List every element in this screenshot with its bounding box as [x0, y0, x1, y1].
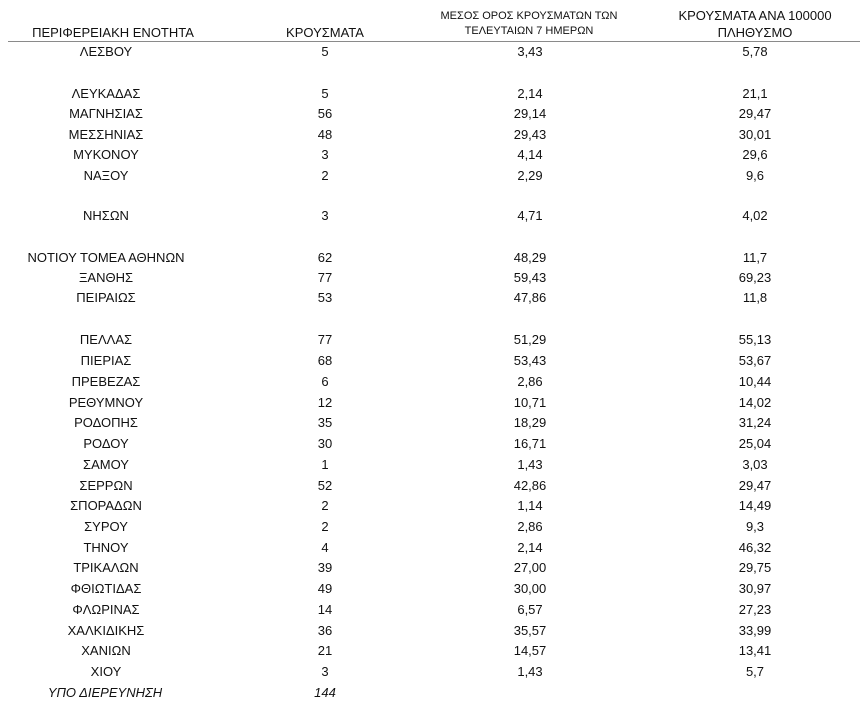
cases-cell: 12	[317, 395, 333, 410]
region-cell: ΝΗΣΩΝ	[83, 208, 129, 223]
pending-label: ΥΠΟ ΔΙΕΡΕΥΝΗΣΗ	[47, 685, 163, 700]
cases-cell: 3	[321, 147, 329, 162]
per100k-cell: 53,67	[738, 353, 772, 368]
pending-row	[0, 683, 868, 703]
cases-cell: 49	[317, 581, 333, 596]
cases-cell: 48	[317, 127, 333, 142]
cases-cell: 62	[317, 250, 333, 265]
avg7-cell: 59,43	[513, 270, 547, 285]
per100k-cell: 14,02	[738, 395, 772, 410]
cases-cell: 4	[321, 540, 329, 555]
per100k-cell: 31,24	[738, 415, 772, 430]
table-row	[0, 413, 868, 433]
table-row	[0, 558, 868, 578]
avg7-cell: 1,43	[517, 457, 543, 472]
avg7-cell: 30,00	[513, 581, 547, 596]
table-row	[0, 600, 868, 620]
per100k-cell: 14,49	[738, 498, 772, 513]
cases-cell: 5	[321, 86, 329, 101]
region-cell: ΞΑΝΘΗΣ	[78, 270, 134, 285]
header-avg7-line1: ΜΕΣΟΣ ΟΡΟΣ ΚΡΟΥΣΜΑΤΩΝ ΤΩΝ	[440, 10, 618, 22]
avg7-cell: 18,29	[513, 415, 547, 430]
region-cell: ΦΛΩΡΙΝΑΣ	[72, 602, 140, 617]
region-cell: ΛΕΣΒΟΥ	[79, 44, 133, 59]
avg7-cell: 48,29	[513, 250, 547, 265]
table-row	[0, 641, 868, 661]
per100k-cell: 3,03	[742, 457, 768, 472]
region-cell: ΜΕΣΣΗΝΙΑΣ	[68, 127, 144, 142]
per100k-cell: 11,8	[742, 290, 768, 305]
per100k-cell: 69,23	[738, 270, 772, 285]
per100k-cell: 27,23	[738, 602, 772, 617]
avg7-cell: 10,71	[513, 395, 547, 410]
region-cell: ΡΟΔΟΥ	[83, 436, 129, 451]
avg7-cell: 47,86	[513, 290, 547, 305]
cases-cell: 30	[317, 436, 333, 451]
per100k-cell: 9,6	[745, 168, 765, 183]
table-row	[0, 393, 868, 413]
table-row	[0, 621, 868, 641]
region-cell: ΣΑΜΟΥ	[83, 457, 129, 472]
region-cell: ΡΕΘΥΜΝΟΥ	[68, 395, 144, 410]
cases-cell: 36	[317, 623, 333, 638]
cases-cell: 21	[317, 643, 333, 658]
avg7-cell: 4,71	[517, 208, 543, 223]
table-row	[0, 434, 868, 454]
per100k-cell: 30,01	[738, 127, 772, 142]
avg7-cell: 2,86	[517, 374, 543, 389]
per100k-cell: 29,47	[738, 478, 772, 493]
region-cell: ΜΥΚΟΝΟΥ	[73, 147, 139, 162]
table-row	[0, 662, 868, 682]
table-row	[0, 476, 868, 496]
table-row	[0, 455, 868, 475]
per100k-cell: 10,44	[738, 374, 772, 389]
table-row	[0, 206, 868, 226]
avg7-cell: 29,14	[513, 106, 547, 121]
avg7-cell: 29,43	[513, 127, 547, 142]
region-cell: ΝΑΞΟΥ	[83, 168, 129, 183]
avg7-cell: 6,57	[517, 602, 543, 617]
avg7-cell: 16,71	[513, 436, 547, 451]
header-per100k-line1: ΚΡΟΥΣΜΑΤΑ ΑΝΑ 100000	[678, 8, 832, 23]
avg7-cell: 2,14	[517, 540, 543, 555]
table-row	[0, 145, 868, 165]
table-row	[0, 330, 868, 350]
region-cell: ΝΟΤΙΟΥ ΤΟΜΕΑ ΑΘΗΝΩΝ	[27, 250, 185, 265]
avg7-cell: 2,29	[517, 168, 543, 183]
per100k-cell: 11,7	[742, 250, 768, 265]
per100k-cell: 33,99	[738, 623, 772, 638]
avg7-cell: 1,14	[517, 498, 543, 513]
header-per100k-line2: ΠΛΗΘΥΣΜΟ	[717, 25, 793, 40]
avg7-cell: 42,86	[513, 478, 547, 493]
per100k-cell: 21,1	[742, 86, 768, 101]
header-cases: ΚΡΟΥΣΜΑΤΑ	[286, 25, 364, 40]
per100k-cell: 13,41	[738, 643, 772, 658]
table-row	[0, 538, 868, 558]
cases-cell: 68	[317, 353, 333, 368]
table-row	[0, 268, 868, 288]
region-cell: ΜΑΓΝΗΣΙΑΣ	[69, 106, 143, 121]
cases-cell: 35	[317, 415, 333, 430]
avg7-cell: 27,00	[513, 560, 547, 575]
cases-cell: 56	[317, 106, 333, 121]
region-cell: ΣΥΡΟΥ	[84, 519, 128, 534]
per100k-cell: 29,47	[738, 106, 772, 121]
cases-cell: 77	[317, 332, 333, 347]
cases-cell: 53	[317, 290, 333, 305]
table-row	[0, 166, 868, 186]
per100k-cell: 25,04	[738, 436, 772, 451]
cases-cell: 14	[317, 602, 333, 617]
region-cell: ΤΡΙΚΑΛΩΝ	[73, 560, 139, 575]
per100k-cell: 9,3	[745, 519, 765, 534]
table-row	[0, 579, 868, 599]
cases-cell: 6	[321, 374, 329, 389]
per100k-cell: 29,75	[738, 560, 772, 575]
table-row	[0, 84, 868, 104]
cases-cell: 3	[321, 208, 329, 223]
region-cell: ΧΑΝΙΩΝ	[81, 643, 131, 658]
cases-cell: 5	[321, 44, 329, 59]
per100k-cell: 30,97	[738, 581, 772, 596]
cases-cell: 77	[317, 270, 333, 285]
region-cell: ΧΙΟΥ	[90, 664, 122, 679]
table-row	[0, 351, 868, 371]
region-cell: ΧΑΛΚΙΔΙΚΗΣ	[67, 623, 145, 638]
avg7-cell: 51,29	[513, 332, 547, 347]
cases-cell: 2	[321, 519, 329, 534]
region-cell: ΦΘΙΩΤΙΔΑΣ	[70, 581, 142, 596]
cases-cell: 3	[321, 664, 329, 679]
per100k-cell: 5,7	[745, 664, 765, 679]
avg7-cell: 53,43	[513, 353, 547, 368]
avg7-cell: 2,86	[517, 519, 543, 534]
region-cell: ΠΡΕΒΕΖΑΣ	[71, 374, 141, 389]
per100k-cell: 46,32	[738, 540, 772, 555]
region-cell: ΣΕΡΡΩΝ	[79, 478, 133, 493]
per100k-cell: 55,13	[738, 332, 772, 347]
per100k-cell: 29,6	[742, 147, 768, 162]
table-row	[0, 496, 868, 516]
avg7-cell: 14,57	[513, 643, 547, 658]
table-row	[0, 125, 868, 145]
header-avg7-line2: ΤΕΛΕΥΤΑΙΩΝ 7 ΗΜΕΡΩΝ	[464, 25, 594, 37]
region-cell: ΣΠΟΡΑΔΩΝ	[70, 498, 142, 513]
cases-cell: 2	[321, 498, 329, 513]
header-region: ΠΕΡΙΦΕΡΕΙΑΚΗ ΕΝΟΤΗΤΑ	[32, 25, 194, 40]
header-avg7	[420, 9, 638, 39]
region-cell: ΤΗΝΟΥ	[83, 540, 129, 555]
table-row	[0, 248, 868, 268]
avg7-cell: 2,14	[517, 86, 543, 101]
region-cell: ΠΙΕΡΙΑΣ	[80, 353, 132, 368]
avg7-cell: 1,43	[517, 664, 543, 679]
region-cell: ΠΕΙΡΑΙΩΣ	[76, 290, 136, 305]
pending-cases: 144	[314, 685, 336, 700]
table-row	[0, 104, 868, 124]
avg7-cell: 35,57	[513, 623, 547, 638]
per100k-cell: 5,78	[742, 44, 768, 59]
avg7-cell: 3,43	[517, 44, 543, 59]
table-row	[0, 42, 868, 62]
region-cell: ΡΟΔΟΠΗΣ	[74, 415, 138, 430]
avg7-cell: 4,14	[517, 147, 543, 162]
cases-cell: 1	[321, 457, 329, 472]
region-cell: ΠΕΛΛΑΣ	[79, 332, 133, 347]
header-per100k	[655, 7, 855, 41]
region-cell: ΛΕΥΚΑΔΑΣ	[71, 86, 141, 101]
table-row	[0, 372, 868, 392]
cases-cell: 39	[317, 560, 333, 575]
cases-cell: 2	[321, 168, 329, 183]
table-row	[0, 517, 868, 537]
cases-cell: 52	[317, 478, 333, 493]
per100k-cell: 4,02	[742, 208, 768, 223]
table-row	[0, 288, 868, 308]
